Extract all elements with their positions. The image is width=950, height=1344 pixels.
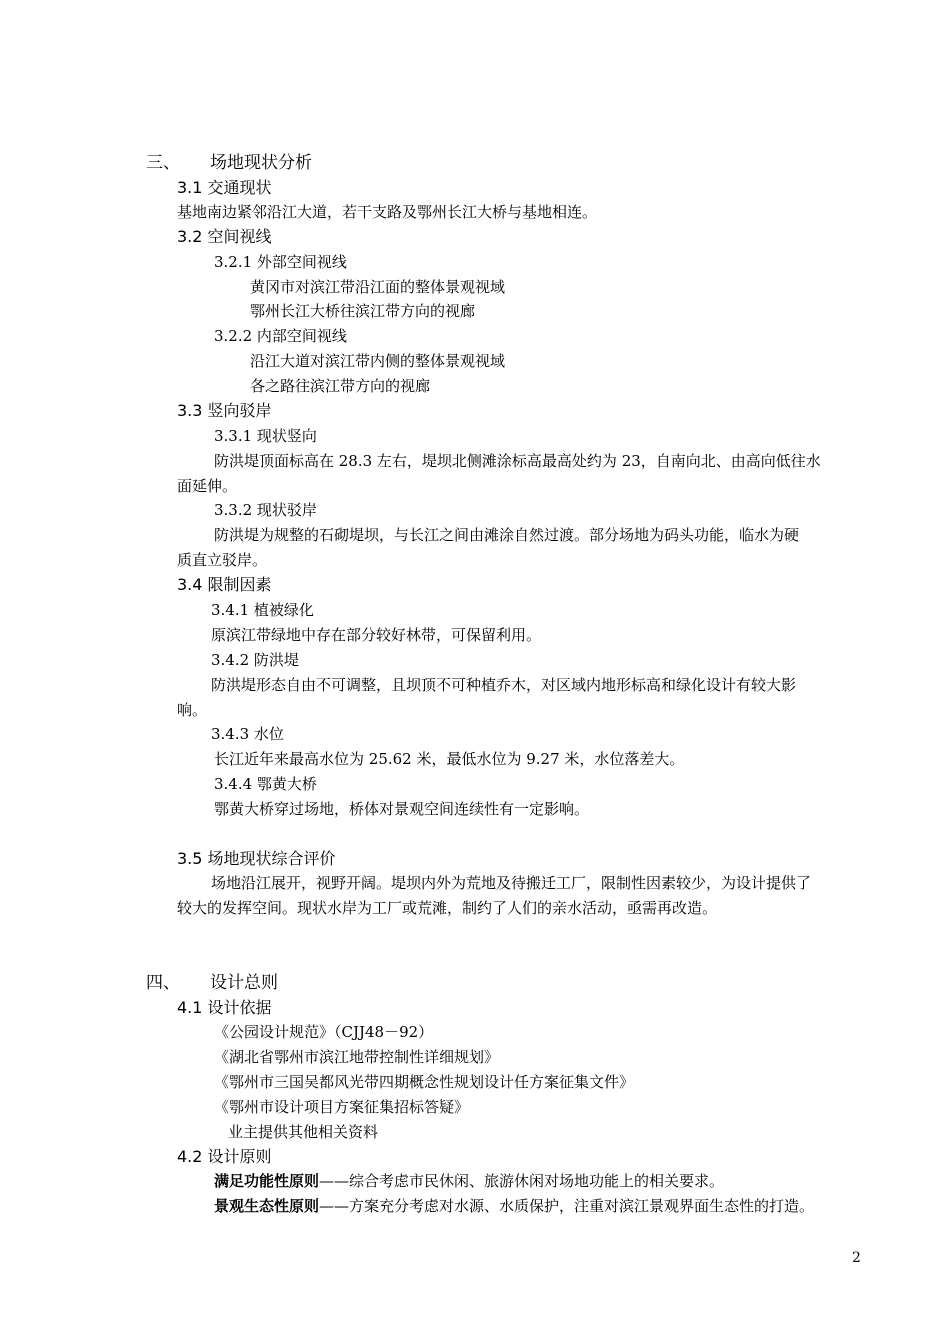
paragraph-3-3-2-line-1: 防洪堤为规整的石砌堤坝，与长江之间由滩涂自然过渡。部分场地为码头功能，临水为硬 (214, 526, 800, 544)
heading-3-1: 3.1 交通现状 (177, 178, 272, 197)
paragraph-3-4-1: 原滨江带绿地中存在部分较好林带，可保留利用。 (211, 626, 542, 644)
subheading-3-4-4: 3.4.4 鄂黄大桥 (214, 775, 317, 793)
paragraph-3-5-line-2: 较大的发挥空间。现状水岸为工厂或荒滩，制约了人们的亲水活动，亟需再改造。 (177, 899, 718, 917)
subheading-3-2-1: 3.2.1 外部空间视线 (214, 253, 347, 271)
heading-4-1: 4.1 设计依据 (177, 998, 272, 1017)
page-number: 2 (852, 1250, 861, 1266)
section-3-heading: 三、 场地现状分析 (146, 153, 312, 173)
paragraph-3-4-3: 长江近年来最高水位为 25.62 米，最低水位为 9.27 米，水位落差大。 (214, 750, 685, 768)
subheading-3-3-1: 3.3.1 现状竖向 (214, 427, 317, 445)
heading-3-2: 3.2 空间视线 (177, 227, 272, 246)
subheading-3-4-2: 3.4.2 防洪堤 (211, 651, 299, 669)
reference-item: 业主提供其他相关资料 (228, 1123, 379, 1141)
reference-item: 《鄂州市设计项目方案征集招标答疑》 (214, 1098, 470, 1116)
list-item: 各之路往滨江带方向的视廊 (250, 377, 431, 395)
subheading-3-4-3: 3.4.3 水位 (211, 725, 284, 743)
reference-item: 《鄂州市三国吴都风光带四期概念性规划设计任方案征集文件》 (214, 1073, 635, 1091)
principle-ecological: 景观生态性原则——方案充分考虑对水源、水质保护，注重对滨江景观界面生态性的打造。 (214, 1197, 815, 1215)
principle-functional: 满足功能性原则——综合考虑市民休闲、旅游休闲对场地功能上的相关要求。 (214, 1172, 725, 1190)
heading-4-2: 4.2 设计原则 (177, 1147, 272, 1166)
paragraph-3-4-2-line-1: 防洪堤形态自由不可调整，且坝顶不可种植乔木，对区域内地形标高和绿化设计有较大影 (211, 676, 797, 694)
list-item: 黄冈市对滨江带沿江面的整体景观视域 (250, 278, 506, 296)
paragraph-3-4-2-line-2: 响。 (177, 701, 208, 719)
paragraph-3-3-1-line-2: 面延伸。 (177, 477, 238, 495)
subheading-3-2-2: 3.2.2 内部空间视线 (214, 327, 347, 345)
reference-item: 《湖北省鄂州市滨江地带控制性详细规划》 (214, 1048, 500, 1066)
reference-item: 《公园设计规范》（CJJ48－92） (214, 1023, 434, 1041)
paragraph-3-5-line-1: 场地沿江展开，视野开阔。堤坝内外为荒地及待搬迁工厂，限制性因素较少，为设计提供了 (211, 874, 812, 892)
list-item: 沿江大道对滨江带内侧的整体景观视域 (250, 352, 506, 370)
paragraph-3-1: 基地南边紧邻沿江大道，若干支路及鄂州长江大桥与基地相连。 (177, 203, 598, 221)
heading-3-4: 3.4 限制因素 (177, 575, 272, 594)
subheading-3-3-2: 3.3.2 现状驳岸 (214, 501, 317, 519)
paragraph-3-4-4: 鄂黄大桥穿过场地，桥体对景观空间连续性有一定影响。 (214, 800, 590, 818)
heading-3-3: 3.3 竖向驳岸 (177, 401, 272, 420)
section-4-heading: 四、 设计总则 (146, 973, 278, 993)
list-item: 鄂州长江大桥往滨江带方向的视廊 (250, 302, 476, 320)
heading-3-5: 3.5 场地现状综合评价 (177, 849, 336, 868)
paragraph-3-3-1-line-1: 防洪堤顶面标高在 28.3 左右，堤坝北侧滩涂标高最高处约为 23，自南向北、由高向低往水 (214, 452, 821, 470)
subheading-3-4-1: 3.4.1 植被绿化 (211, 601, 314, 619)
paragraph-3-3-2-line-2: 质直立驳岸。 (177, 551, 268, 569)
